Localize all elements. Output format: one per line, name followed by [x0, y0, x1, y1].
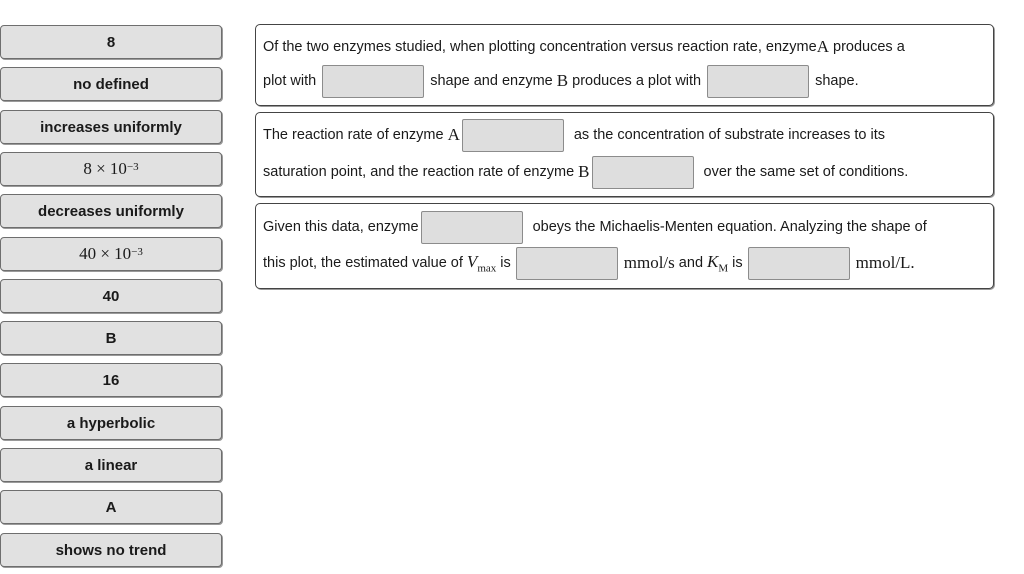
panel-3-text: Given this data, enzyme [263, 219, 419, 235]
answer-chip-label: 8 × 10 [83, 159, 127, 178]
answer-chip-label: decreases uniformly [38, 202, 184, 220]
drop-zone-km-value[interactable] [748, 247, 850, 280]
question-panel-2 [255, 112, 994, 197]
answer-chip[interactable] [0, 237, 222, 271]
panel-2-text-3: saturation point, and the reaction rate of enzyme [263, 164, 579, 180]
drop-zone-enzyme-b-shape[interactable] [707, 65, 809, 98]
panel-1-line-2 [263, 64, 987, 98]
panel-2-text-2: as the concentration of substrate increases to its [573, 127, 885, 143]
panel-3-text-3: this plot, the estimated value of [263, 255, 467, 271]
answer-chip[interactable] [0, 152, 222, 186]
answer-chip-label: 8 [106, 33, 116, 51]
panel-1-text-3: shape and enzyme [430, 73, 557, 89]
answer-chip-label: 40 [102, 287, 120, 305]
panel-3-text-is: is [496, 255, 511, 271]
answer-chip-label: A [105, 498, 117, 516]
answer-chip[interactable] [0, 194, 222, 228]
enzyme-b-label-2: B [578, 162, 590, 181]
enzyme-a-label-2: A [447, 125, 460, 144]
panel-1-line-1 [263, 30, 987, 64]
answer-chip-label: shows no trend [55, 541, 167, 559]
drop-zone-enzyme-b-rate[interactable] [592, 156, 694, 189]
drop-zone-enzyme-a-shape[interactable] [322, 65, 424, 98]
enzyme-b-label: B [556, 71, 569, 90]
answer-chip-exponent: −3 [126, 161, 139, 173]
answer-chip-label: 16 [102, 371, 120, 389]
panel-1-text-5: shape. [815, 73, 859, 89]
panel-3-line-1 [263, 210, 987, 244]
panel-2-text: The reaction rate of enzyme [263, 127, 448, 143]
panel-2-line-1 [263, 118, 987, 152]
panel-1-text-2: plot with [263, 73, 317, 89]
panel-1-text-4: produces a plot with [568, 73, 702, 89]
panel-3-and: and [674, 255, 708, 271]
answer-chip[interactable] [0, 448, 222, 482]
panel-3-text-is-2: is [728, 255, 743, 271]
answer-chip-label: increases uniformly [40, 118, 182, 136]
vmax-unit: mmol/s [623, 253, 675, 272]
answer-chip-label: B [105, 329, 117, 347]
km-unit: mmol/L. [855, 253, 915, 272]
answer-chip[interactable] [0, 110, 222, 144]
enzyme-a-label: A [816, 37, 829, 56]
panel-2-line-2 [263, 155, 987, 189]
panel-3-text-2: obeys the Michaelis-Menten equation. Analyzing the shape of [532, 219, 927, 235]
answer-chip[interactable] [0, 533, 222, 567]
question-panel-1 [255, 24, 994, 106]
vmax-symbol: $V_{max}$ [466, 251, 497, 275]
answer-chip-label: no defined [73, 75, 149, 93]
answer-chip[interactable] [0, 279, 222, 313]
answer-chip[interactable] [0, 67, 222, 101]
panel-3-line-2 [263, 246, 987, 280]
drop-zone-vmax-value[interactable] [516, 247, 618, 280]
drop-zone-enzyme-a-rate[interactable] [462, 119, 564, 152]
panel-1-text: Of the two enzymes studied, when plotting concentration versus reaction rate, enzyme [263, 39, 817, 55]
answer-chip[interactable] [0, 490, 222, 524]
answer-chip-label: a hyperbolic [66, 414, 156, 432]
drop-zone-michaelis-enzyme[interactable] [421, 211, 523, 244]
answer-chip[interactable] [0, 321, 222, 355]
panel-1-text-tail: produces a [829, 39, 905, 55]
panel-2-text-4: over the same set of conditions. [703, 164, 909, 180]
question-panel-3 [255, 203, 994, 289]
answer-chip-label: a linear [84, 456, 138, 474]
answer-chip[interactable] [0, 363, 222, 397]
km-symbol: $K_M$ [707, 251, 729, 275]
answer-chip[interactable] [0, 406, 222, 440]
answer-chip[interactable] [0, 25, 222, 59]
answer-chip-label: 40 × 10 [79, 244, 132, 263]
answer-chip-exponent: −3 [131, 246, 143, 258]
